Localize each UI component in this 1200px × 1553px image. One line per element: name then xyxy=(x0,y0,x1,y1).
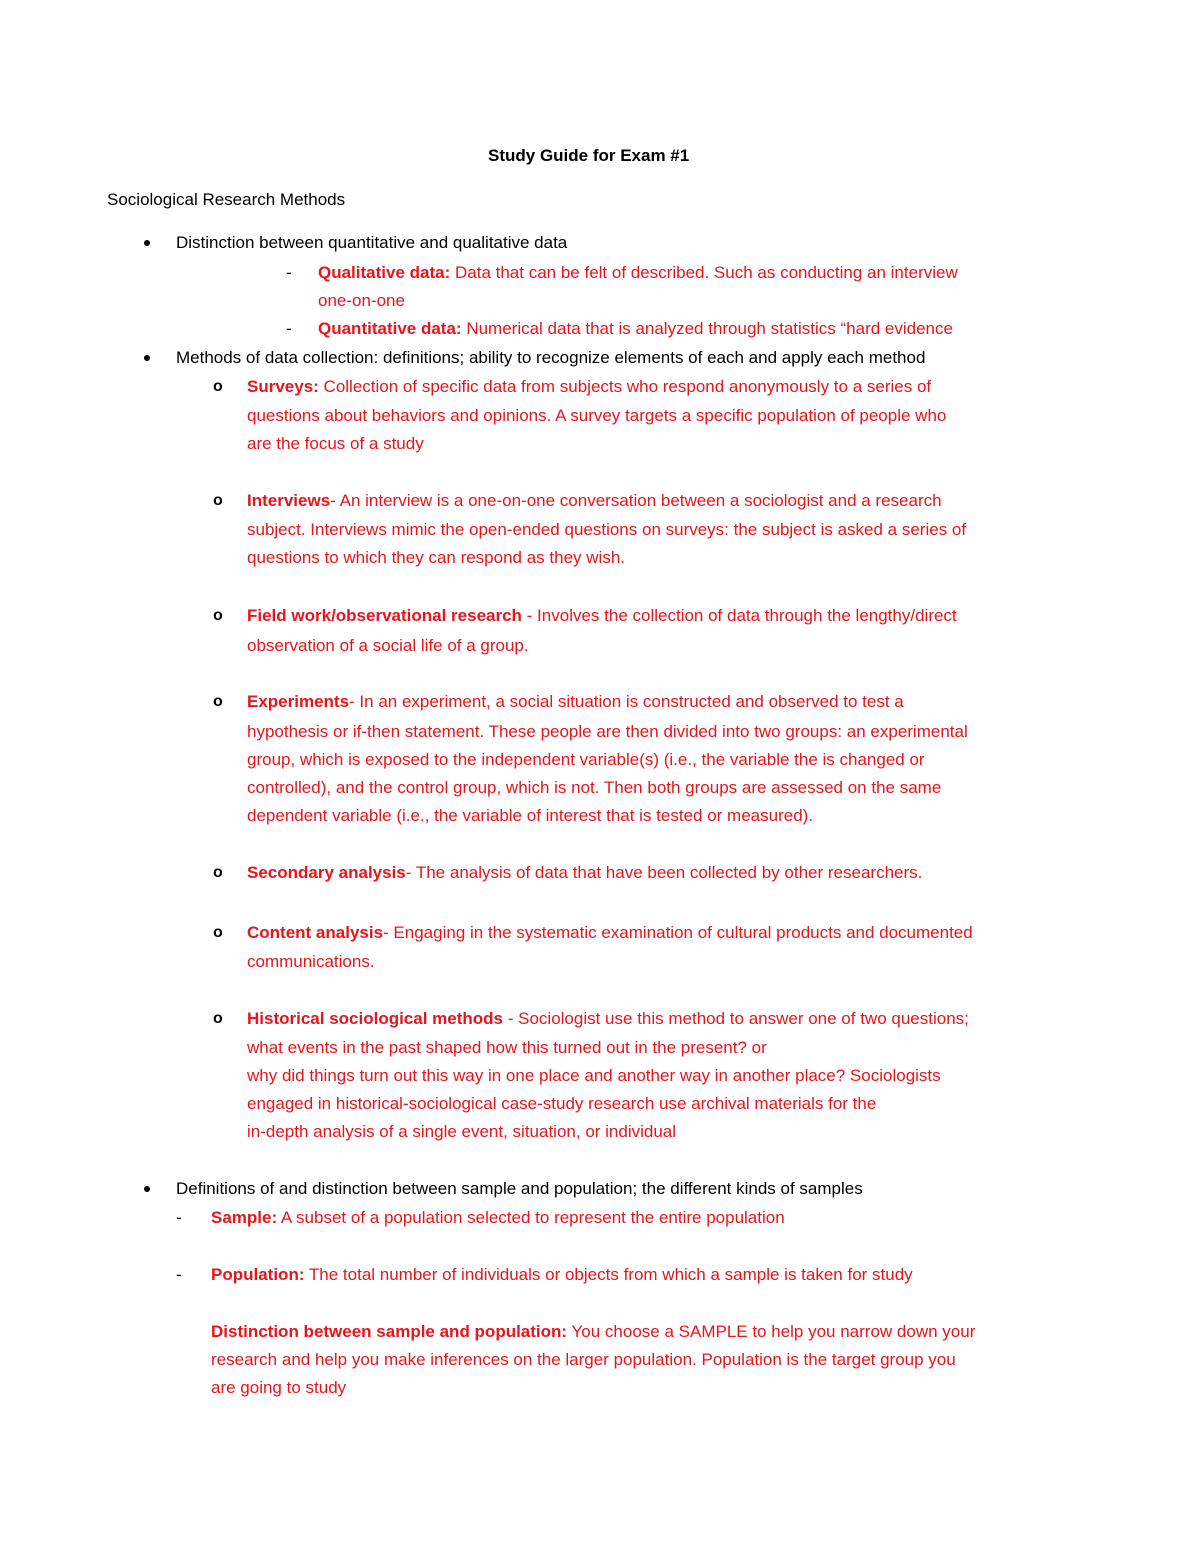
qualitative-item xyxy=(318,263,958,283)
section-heading: Sociological Research Methods xyxy=(107,190,346,209)
distinction-text-3: are going to study xyxy=(211,1378,347,1397)
interviews-label: Interviews xyxy=(247,491,331,510)
dash-marker: - xyxy=(176,1265,182,1284)
surveys-text-2: questions about behaviors and opinions. A survey targets a specific population of people who xyxy=(247,406,947,425)
bullet-quant-qual: Distinction between quantitative and qualitative data xyxy=(176,233,568,252)
secondary-text: - The analysis of data that have been collected by other researchers. xyxy=(405,863,923,882)
fieldwork-text: - Involves the collection of data through the lengthy/direct xyxy=(521,606,957,625)
sub-bullet-icon: o xyxy=(213,693,223,710)
population-item xyxy=(211,1265,913,1285)
sample-label: Sample: xyxy=(211,1208,278,1227)
page-title: Study Guide for Exam #1 xyxy=(488,146,690,165)
experiments-text-3: group, which is exposed to the independent variable(s) (i.e., the variable the is changed or xyxy=(247,750,925,769)
bullet-sample-population: Definitions of and distinction between sample and population; the different kinds of samples xyxy=(176,1179,863,1198)
historical-text: - Sociologist use this method to answer one of two questions; xyxy=(503,1009,969,1028)
population-text: The total number of individuals or objects from which a sample is taken for study xyxy=(304,1265,913,1284)
historical-text-4: engaged in historical-sociological case-study research use archival materials for the xyxy=(247,1094,877,1113)
content-text: - Engaging in the systematic examination of cultural products and documented xyxy=(383,923,973,942)
quantitative-text: Numerical data that is analyzed through statistics “hard evidence xyxy=(461,319,953,338)
quantitative-item xyxy=(318,319,953,339)
sub-bullet-icon: o xyxy=(213,864,223,881)
historical-item xyxy=(247,1009,969,1029)
sample-text: A subset of a population selected to represent the entire population xyxy=(277,1208,785,1227)
distinction-item xyxy=(211,1322,975,1342)
distinction-text: You choose a SAMPLE to help you narrow down your xyxy=(567,1322,976,1341)
qualitative-text-cont: one-on-one xyxy=(318,291,405,310)
dash-marker: - xyxy=(286,263,292,282)
interviews-text-3: questions to which they can respond as they wish. xyxy=(247,548,625,567)
bullet-methods: Methods of data collection: definitions; ability to recognize elements of each and apply each method xyxy=(176,348,926,367)
content-text-2: communications. xyxy=(247,952,375,971)
interviews-item xyxy=(247,491,942,511)
fieldwork-text-2: observation of a social life of a group. xyxy=(247,636,529,655)
experiments-text-2: hypothesis or if-then statement. These people are then divided into two groups: an experimental xyxy=(247,722,968,741)
content-item xyxy=(247,923,973,943)
experiments-label: Experiments xyxy=(247,692,350,711)
sub-bullet-icon: o xyxy=(213,378,223,395)
sub-bullet-icon: o xyxy=(213,924,223,941)
fieldwork-label: Field work/observational research xyxy=(247,606,522,625)
experiments-text-4: controlled), and the control group, which is not. Then both groups are assessed on the same xyxy=(247,778,942,797)
sub-bullet-icon: o xyxy=(213,492,223,509)
experiments-text: - In an experiment, a social situation is constructed and observed to test a xyxy=(349,692,904,711)
historical-text-5: in-depth analysis of a single event, situation, or individual xyxy=(247,1122,677,1141)
interviews-text-2: subject. Interviews mimic the open-ended questions on surveys: the subject is asked a series of xyxy=(247,520,967,539)
sample-item xyxy=(211,1208,785,1228)
quantitative-label: Quantitative data: xyxy=(318,319,462,338)
dash-marker: - xyxy=(176,1208,182,1227)
bullet-icon xyxy=(144,240,150,246)
dash-marker: - xyxy=(286,319,292,338)
historical-text-3: why did things turn out this way in one place and another way in another place? Sociologists xyxy=(247,1066,941,1085)
distinction-label: Distinction between sample and population: xyxy=(211,1322,568,1341)
qualitative-text: Data that can be felt of described. Such as conducting an interview xyxy=(450,263,958,282)
surveys-text-3: are the focus of a study xyxy=(247,434,424,453)
bullet-icon xyxy=(144,1186,150,1192)
population-label: Population: xyxy=(211,1265,305,1284)
bullet-icon xyxy=(144,355,150,361)
historical-label: Historical sociological methods xyxy=(247,1009,504,1028)
distinction-text-2: research and help you make inferences on the larger population. Population is the target group you xyxy=(211,1350,956,1369)
secondary-item xyxy=(247,863,922,883)
sub-bullet-icon: o xyxy=(213,607,223,624)
surveys-label: Surveys: xyxy=(247,377,319,396)
historical-text-2: what events in the past shaped how this turned out in the present? or xyxy=(247,1038,767,1057)
experiments-text-5: dependent variable (i.e., the variable of interest that is tested or measured). xyxy=(247,806,814,825)
experiments-item xyxy=(247,692,904,712)
surveys-text: Collection of specific data from subjects who respond anonymously to a series of xyxy=(318,377,932,396)
qualitative-label: Qualitative data: xyxy=(318,263,451,282)
interviews-text: - An interview is a one-on-one conversation between a sociologist and a research xyxy=(330,491,942,510)
surveys-item xyxy=(247,377,931,397)
sub-bullet-icon: o xyxy=(213,1010,223,1027)
fieldwork-item xyxy=(247,606,957,626)
content-label: Content analysis xyxy=(247,923,384,942)
secondary-label: Secondary analysis xyxy=(247,863,406,882)
